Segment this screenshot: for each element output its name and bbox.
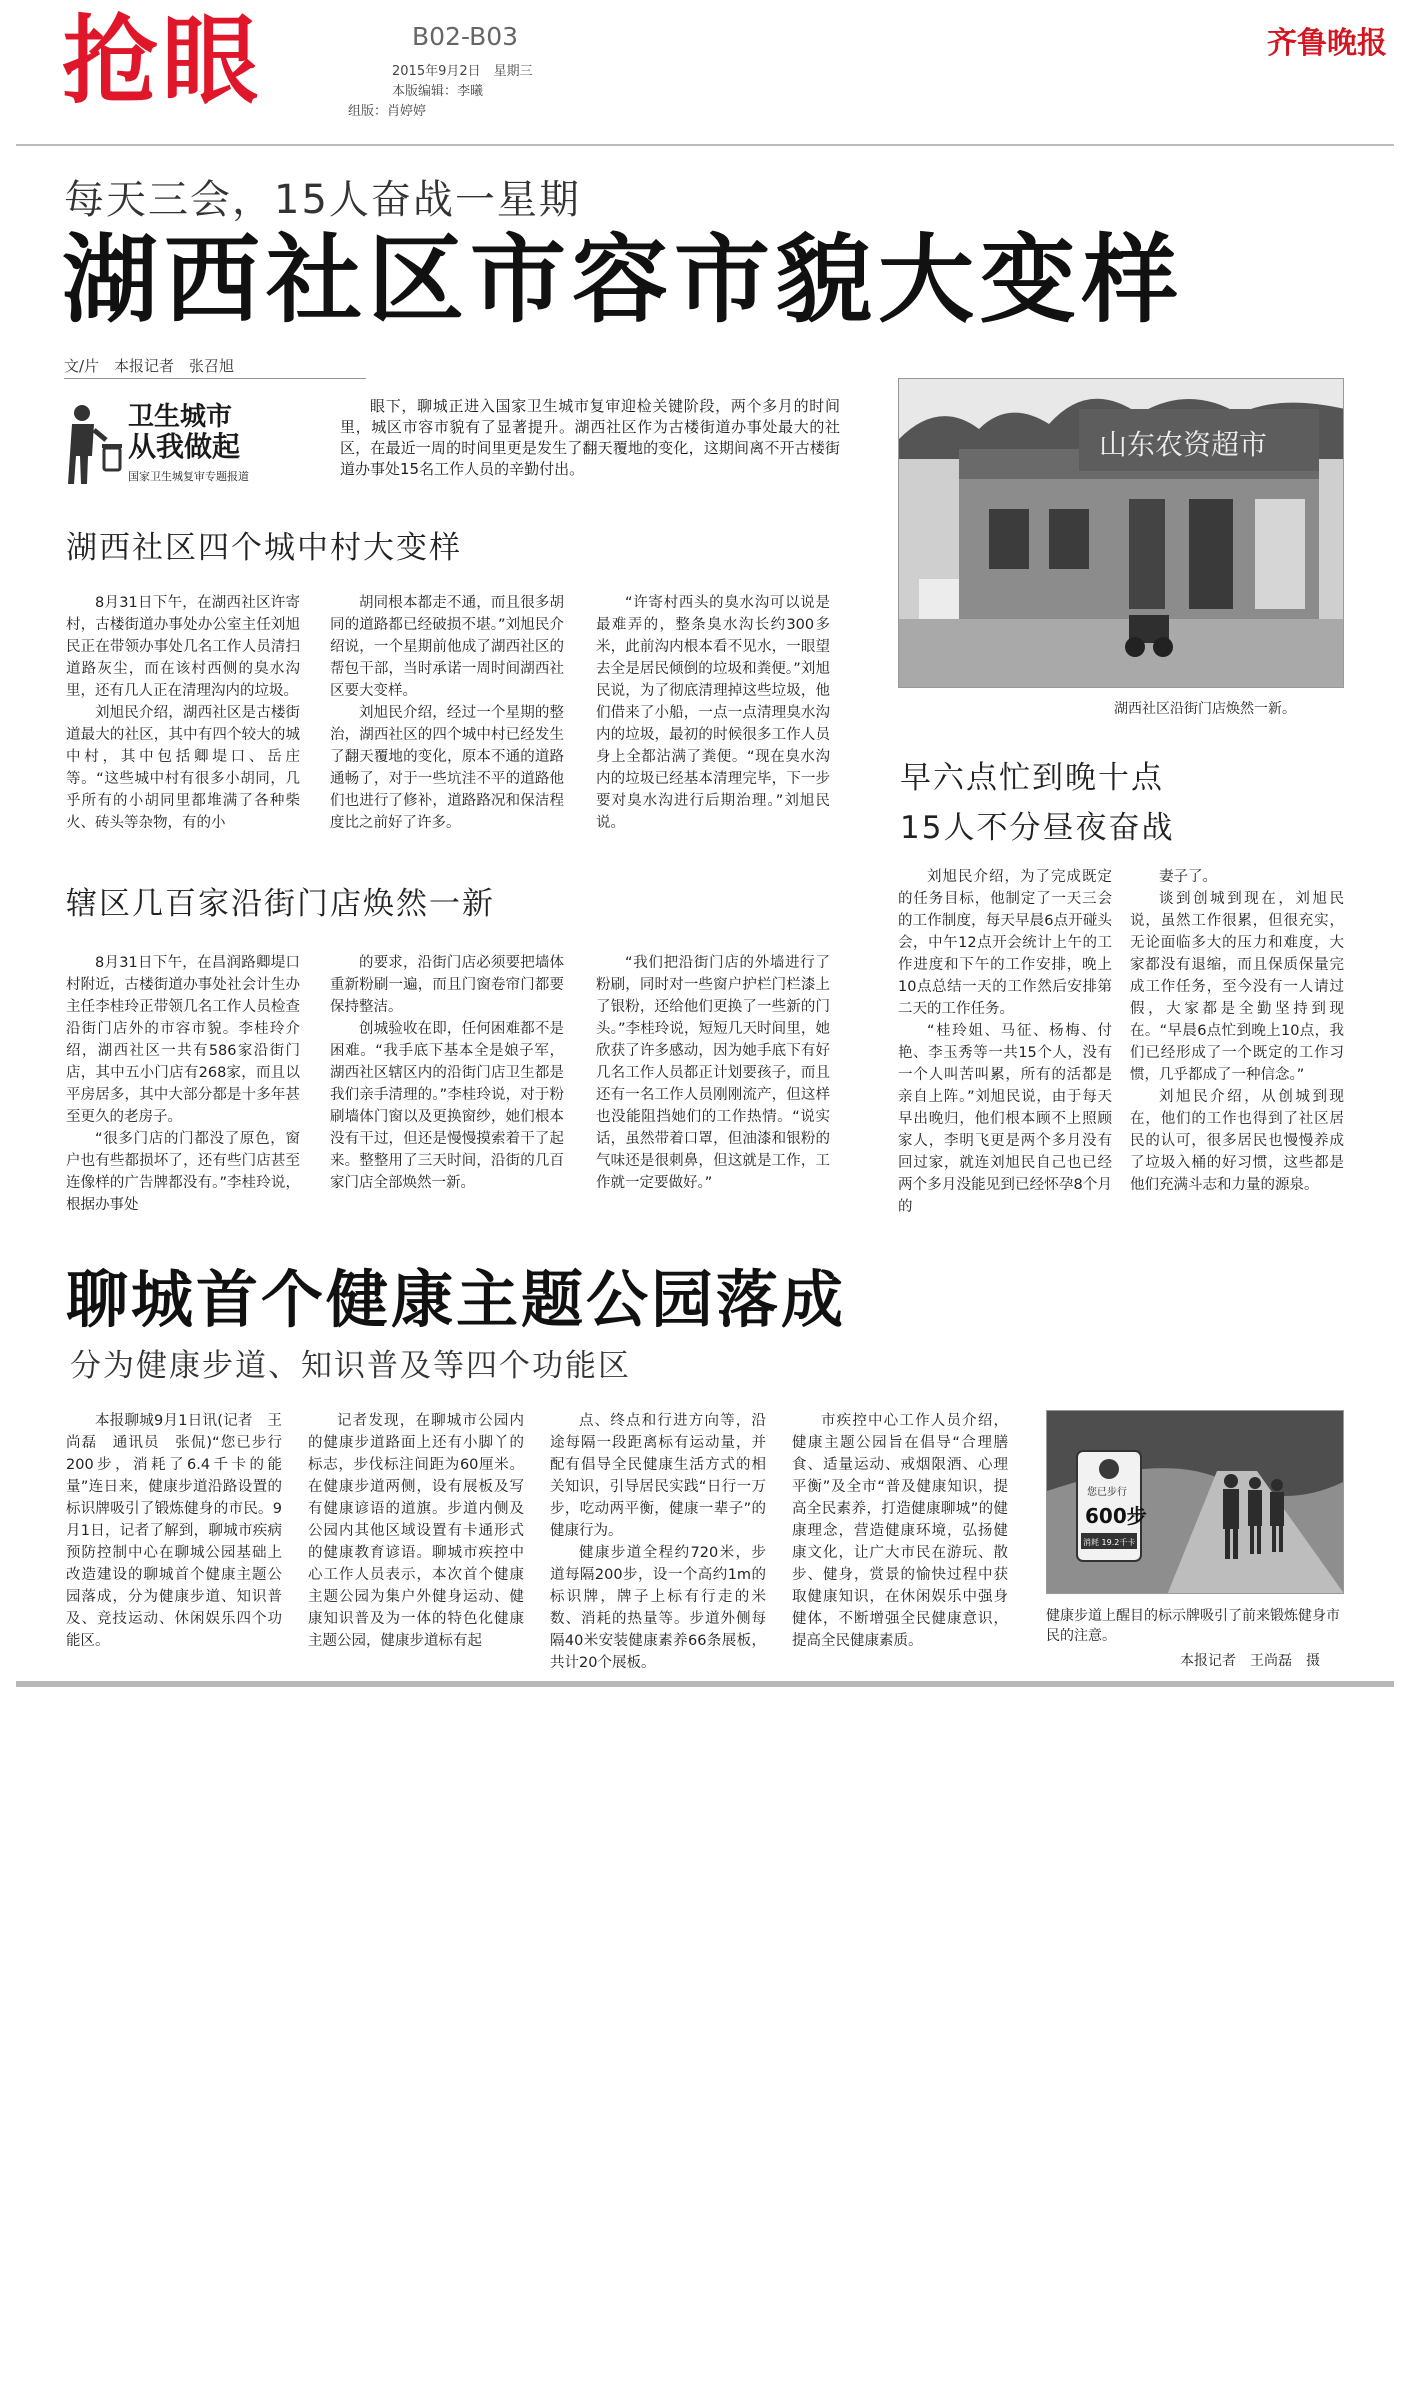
badge-title-line1: 卫生城市 <box>128 402 233 432</box>
column-text: “我们把沿街门店的外墙进行了粉刷，同时对一些窗户护栏门栏漆上了银粉，还给他们更换了一些新的门头。”李桂玲说，短短几天时间里，她欣获了许多感动，因为她手底下有好几名工作人员都正计划要孩子，而且还有一名工作人员刚刚流产，但这样也没能阻挡她们的工作热情。“说实话，虽然带着口罩，但油漆和银粉的气味还是很刺鼻，但这就是工作，工作就一定要做好。” <box>596 955 830 1191</box>
story2-column1 <box>66 1410 282 1652</box>
column-paragraph: 刘旭民介绍，经过一个星期的整治，湖西社区的四个城中村已经发生了翻天覆地的变化，原本不通的道路通畅了，对于一些坑洼不平的道路他们也进行了修补，道路路况和保洁程度比之前好了许多。 <box>330 705 564 831</box>
section1-column3 <box>596 592 830 834</box>
column-paragraph: 创城验收在即，任何困难都不是困难。“我手底下基本全是娘子军，湖西社区辖区内的沿街门店卫生都是我们亲手清理的。”李桂玲说，对于粉刷墙体门窗以及更换窗纱，她们根本没有干过，但还是慢慢摸索着干了起来。整整用了三天时间，沿街的几百家门店全部焕然一新。 <box>330 1021 564 1191</box>
badge-title <box>128 402 240 462</box>
sign-steps-value: 600步 <box>1085 1504 1147 1528</box>
story2-column4 <box>792 1410 1008 1652</box>
section3-title-line1: 早六点忙到晚十点 <box>900 760 1164 796</box>
section3-title-line2: 15人不分昼夜奋战 <box>900 810 1175 846</box>
section1-column2 <box>330 592 564 834</box>
story2-column2 <box>308 1410 524 1652</box>
park-trail-photo <box>1046 1410 1344 1594</box>
column-text: 8月31日下午，在湖西社区许寄村，古楼街道办事处办公室主任刘旭民正在带领办事处几名工作人员清扫道路灰尘，而在该村西侧的臭水沟里，还有几人正在清理沟内的垃圾。 <box>66 595 300 699</box>
sign-text-top: 您已步行 <box>1087 1487 1127 1498</box>
badge-title-line2: 从我做起 <box>128 430 241 463</box>
section2-column3 <box>596 952 830 1194</box>
story2-headline: 聊城首个健康主题公园落成 <box>66 1263 847 1336</box>
photo1-caption: 湖西社区沿街门店焕然一新。 <box>1114 701 1296 717</box>
story1-lead: 眼下，聊城正进入国家卫生城市复审迎检关键阶段，两个多月的时间里，城区市容市貌有了显著提升。湖西社区作为古楼街道办事处最大的社区，在最近一周的时间里更是发生了翻天覆地的变化，这期间离不开古楼街道办事处15名工作人员的辛勤付出。 <box>340 397 840 478</box>
column-text: 妻子了。 <box>1159 869 1217 885</box>
page-layout-credit: 组版：肖婷婷 <box>348 104 427 119</box>
column-text: 刘旭民介绍，为了完成既定的任务目标，他制定了一天三会的工作制度，每天早晨6点开碰头会，中午12点开会统计上午的工作进度和下午的工作安排，晚上10点总结一天的工作然后安排第二天的工作任务。 <box>898 869 1112 1017</box>
footer-divider <box>16 1681 1394 1687</box>
column-text: 市疾控中心工作人员介绍，健康主题公园旨在倡导“合理膳食、适量运动、戒烟限酒、心理平衡”及全市“普及健康知识，提高全民素养，打造健康聊城”的健康理念，营造健康环境，弘扬健康文化，让广大市民在游玩、散步、健身，赏景的愉快过程中获取健康知识，在休闲娱乐中强身健体，不断增强全民健康意识，提高全民健康素质。 <box>792 1413 1008 1649</box>
section-logo: 抢眼 <box>62 5 262 117</box>
byline-divider <box>64 378 366 379</box>
section3-column2 <box>1130 866 1344 1196</box>
column-text: 的要求，沿街门店必须要把墙体重新粉刷一遍，而且门窗卷帘门都要保持整洁。 <box>330 955 564 1015</box>
column-text: 记者发现，在聊城市公园内的健康步道路面上还有小脚丫的标志，步伐标注间距为60厘米。在健康步道两侧，设有展板及写有健康谚语的道旗。步道内侧及公园内其他区域设置有卡通形式的健康教育谚语。聊城市疾控中心工作人员表示，本次首个健康主题公园为集户外健身运动、健康知识普及为一体的特色化健康主题公园，健康步道标有起 <box>308 1413 524 1649</box>
shop-sign-text: 山东农资超市 <box>1099 428 1268 461</box>
page-code: B02-B03 <box>412 22 519 51</box>
column-paragraph: “桂玲姐、马征、杨梅、付艳、李玉秀等一共15个人，没有一个人叫苦叫累，所有的活都是亲自上阵。”刘旭民说，由于每天早出晚归，他们根本顾不上照顾家人，李明飞更是两个多月没有回过家，就连刘旭民自己也已经两个多月没能见到已经怀孕8个月的 <box>898 1023 1112 1215</box>
story1-headline: 湖西社区市容市貌大变样 <box>62 224 1184 336</box>
trash-person-icon <box>66 404 122 486</box>
section2-column1 <box>66 952 300 1216</box>
photo2-credit: 本报记者 王尚磊 摄 <box>1180 1653 1320 1669</box>
issue-date: 2015年9月2日 星期三 <box>392 64 533 79</box>
photo2-caption: 健康步道上醒目的标示牌吸引了前来锻炼健身市民的注意。 <box>1046 1608 1340 1644</box>
section2-title: 辖区几百家沿街门店焕然一新 <box>66 886 495 922</box>
column-paragraph: “很多门店的门都没了原色，窗户也有些都损坏了，还有些门店甚至连像样的广告牌都没有。”李桂玲说，根据办事处 <box>66 1131 300 1213</box>
story1-kicker: 每天三会，15人奋战一星期 <box>64 177 581 223</box>
column-text: 8月31日下午，在昌润路卿堤口村附近，古楼街道办事处社会计生办主任李桂玲正带领几名工作人员检查沿街门店外的市容市貌。李桂玲介绍，湖西社区一共有586家沿街门店，其中五小门店有268家，而且以平房居多，其中大部分都是十多年甚至更久的老房子。 <box>66 955 300 1125</box>
header-divider <box>16 144 1394 146</box>
sign-calories: 消耗 19.2千卡 <box>1083 1538 1136 1547</box>
column-text: 胡同根本都走不通，而且很多胡同的道路都已经破损不堪。”刘旭民介绍说，一个星期前他成了湖西社区的帮包干部，当时承诺一周时间湖西社区要大变样。 <box>330 595 564 699</box>
column-paragraph: 健康步道全程约720米，步道每隔200步，设一个高约1m的标识牌，牌子上标有行走的米数、消耗的热量等。步道外侧每隔40米安装健康素养66条展板，共计20个展板。 <box>550 1545 766 1671</box>
story2-column3 <box>550 1410 766 1674</box>
page-editor: 本版编辑：李曦 <box>392 84 484 99</box>
newspaper-brand: 齐鲁晚报 <box>1267 26 1387 61</box>
section3-column1 <box>898 866 1112 1218</box>
section2-column2 <box>330 952 564 1194</box>
column-paragraph: 谈到创城到现在，刘旭民说，虽然工作很累，但很充实，无论面临多大的压力和难度，大家都没有退缩，而且保质保量完成工作任务，至今没有一人请过假，大家都是全勤坚持到现在。“早晨6点忙到晚上10点，我们已经形成了一个既定的工作习惯，几乎都成了一种信念。” <box>1130 891 1344 1083</box>
storefront-photo <box>898 378 1344 688</box>
column-text: 点、终点和行进方向等，沿途每隔一段距离标有运动量，并配有倡导全民健康生活方式的相关知识，引导居民实践“日行一万步，吃动两平衡，健康一辈子”的健康行为。 <box>550 1413 766 1539</box>
story1-byline: 文/片 本报记者 张召旭 <box>64 357 235 375</box>
badge-subtitle: 国家卫生城复审专题报道 <box>128 470 249 483</box>
column-text: “许寄村西头的臭水沟可以说是最难弄的，整条臭水沟长约300多米，此前沟内根本看不见水，一眼望去全是居民倾倒的垃圾和粪便。”刘旭民说，为了彻底清理掉这些垃圾，他们借来了小船，一点一点清理臭水沟内的垃圾，最初的时候很多工作人员身上全都沾满了粪便。“现在臭水沟内的垃圾已经基本清理完毕，下一步要对臭水沟进行后期治理。”刘旭民说。 <box>596 595 830 831</box>
column-text: 本报聊城9月1日讯(记者 王尚磊 通讯员 张侃)“您已步行200步，消耗了6.4千卡的能量”连日来，健康步道沿路设置的标识牌吸引了锻炼健身的市民。9月1日，记者了解到，聊城市疾病预防控制中心在聊城公园基础上改造建设的聊城首个健康主题公园落成，分为健康步道、知识普及、竞技运动、休闲娱乐四个功能区。 <box>66 1413 282 1649</box>
column-paragraph: 刘旭民介绍，从创城到现在，他们的工作也得到了社区居民的认可，很多居民也慢慢养成了垃圾入桶的好习惯，这些都是他们充满斗志和力量的源泉。 <box>1130 1089 1344 1193</box>
section1-column1 <box>66 592 300 834</box>
story2-subhead: 分为健康步道、知识普及等四个功能区 <box>70 1348 631 1384</box>
section1-title: 湖西社区四个城中村大变样 <box>66 530 462 566</box>
column-paragraph: 刘旭民介绍，湖西社区是古楼街道最大的社区，其中有四个较大的城中村，其中包括卿堤口、岳庄等。“这些城中村有很多小胡同，几乎所有的小胡同里都堆满了各种柴火、砖头等杂物，有的小 <box>66 705 300 831</box>
